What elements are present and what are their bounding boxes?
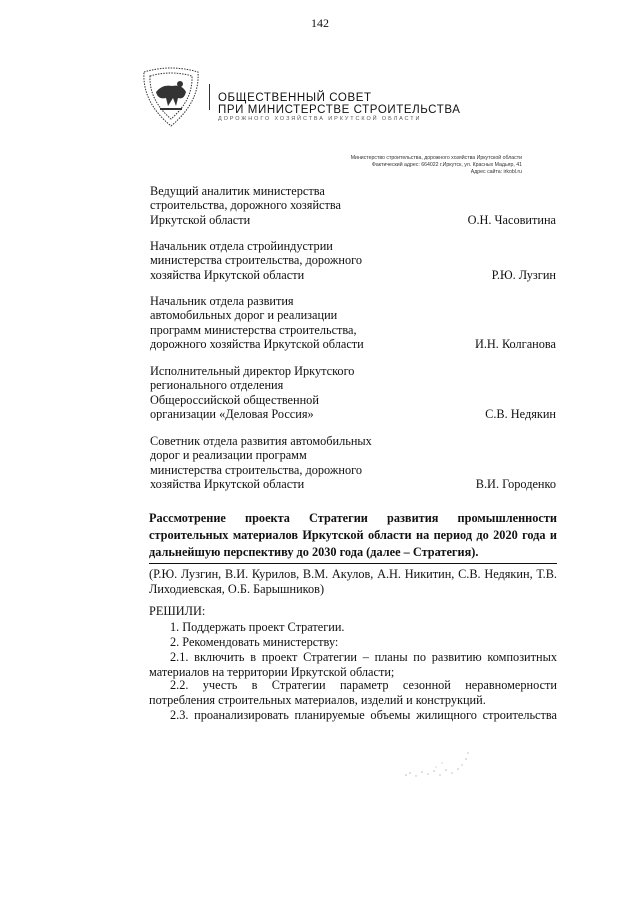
member-name: И.Н. Колганова bbox=[474, 337, 556, 352]
resolved-heading: РЕШИЛИ: bbox=[149, 604, 206, 618]
address-line: Фактический адрес: 664022 г.Иркутск, ул. Красных Мадьяр, 41 bbox=[371, 161, 522, 168]
topic-underline bbox=[149, 563, 557, 564]
member-entry bbox=[150, 184, 556, 227]
council-subtitle: ДОРОЖНОГО ХОЗЯЙСТВА ИРКУТСКОЙ ОБЛАСТИ bbox=[218, 116, 422, 122]
member-name: С.В. Недякин bbox=[485, 407, 556, 422]
decision-subitem-continued: материалов на территории Иркутской области; bbox=[149, 665, 395, 679]
council-name-line1: ОБЩЕСТВЕННЫЙ СОВЕТ bbox=[218, 92, 372, 104]
member-role: Исполнительный директор Иркутского регионального отделения Общероссийской общественной организации «Деловая Россия» bbox=[150, 364, 355, 422]
coat-of-arms-emblem bbox=[138, 62, 204, 130]
decision-subitem: 2.1. включить в проект Стратегии – планы по развитию композитных bbox=[170, 650, 557, 664]
member-name: О.Н. Часовитина bbox=[467, 212, 556, 227]
faint-stamp-mark bbox=[376, 745, 476, 785]
header-divider bbox=[209, 84, 210, 110]
decision-item: 2. Рекомендовать министерству: bbox=[170, 635, 339, 649]
decision-subitem-continued: потребления строительных материалов, изделий и конструкций. bbox=[149, 693, 486, 707]
member-entry bbox=[150, 364, 556, 422]
decision-item: 1. Поддержать проект Стратегии. bbox=[170, 620, 345, 634]
address-block bbox=[351, 155, 522, 175]
address-line: Министерство строительства, дорожного хозяйства Иркутской области bbox=[350, 155, 522, 161]
member-name: В.И. Городенко bbox=[475, 477, 556, 492]
member-role: Начальник отдела стройиндустрии министерства строительства, дорожного хозяйства Иркутской области bbox=[150, 239, 362, 282]
agenda-topic: Рассмотрение проекта Стратегии развития промышленности строительных материалов Иркутской области на период до 2020 года и дальнейшую перспективу до 2030 года (далее – Стратегия). bbox=[149, 511, 557, 559]
council-name bbox=[218, 92, 460, 116]
page-number: 142 bbox=[311, 16, 329, 30]
decision-subitem: 2.3. проанализировать планируемые объемы жилищного строительства bbox=[170, 708, 557, 722]
member-name: Р.Ю. Лузгин bbox=[491, 267, 556, 282]
address-line: Адрес сайта: irkobl.ru bbox=[470, 168, 522, 175]
member-role: Ведущий аналитик министерства строительства, дорожного хозяйства Иркутской области bbox=[150, 184, 341, 227]
decision-subitem: 2.2. учесть в Стратегии параметр сезонной неравномерности bbox=[170, 678, 557, 692]
speakers-list: (Р.Ю. Лузгин, В.И. Курилов, В.М. Акулов, А.Н. Никитин, С.В. Недякин, Т.В. Лиходиевская, О.Б. Барышников) bbox=[149, 567, 557, 596]
member-entry bbox=[150, 294, 556, 352]
member-role: Советник отдела развития автомобильных дорог и реализации программ министерства строительства, дорожного хозяйства Иркутской области bbox=[150, 434, 372, 492]
member-entry bbox=[150, 434, 556, 492]
member-entry bbox=[150, 239, 556, 282]
council-name-line2: ПРИ МИНИСТЕРСТВЕ СТРОИТЕЛЬСТВА bbox=[218, 104, 461, 116]
member-role: Начальник отдела развития автомобильных дорог и реализации программ министерства строительства, дорожного хозяйства Иркутской области bbox=[150, 294, 364, 352]
